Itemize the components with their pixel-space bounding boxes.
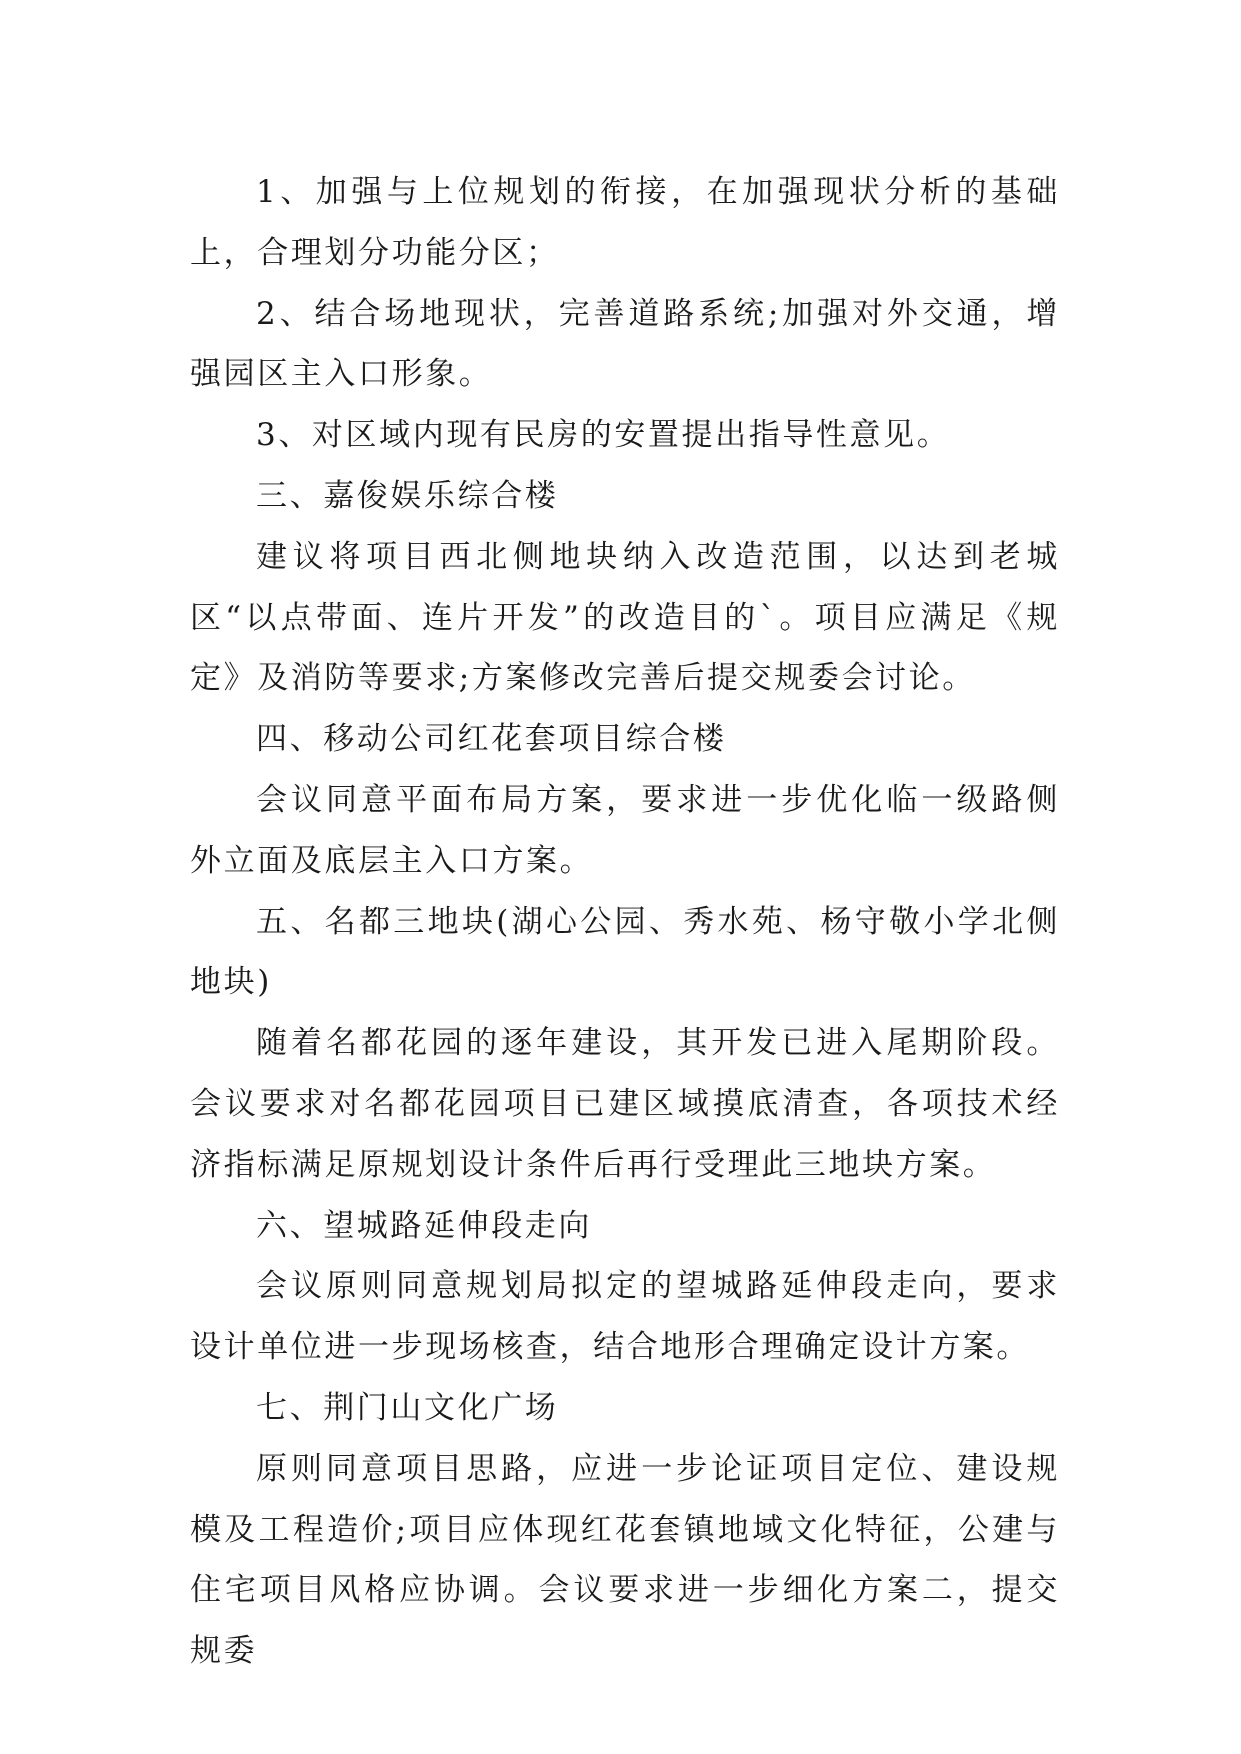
- paragraph-item-3: 3、对区域内现有民房的安置提出指导性意见。: [256, 417, 951, 454]
- section-5-body: 随着名都花园的逐年建设，其开发已进入尾期阶段。会议要求对名都花园项目已建区域摸底清查，各项技术经济指标满足原规划设计条件后再行受理此三地块方案。: [190, 1025, 1060, 1183]
- section-4-body: 会议同意平面布局方案，要求进一步优化临一级路侧外立面及底层主入口方案。: [190, 781, 1060, 879]
- paragraph-item-1: 1、加强与上位规划的衔接，在加强现状分析的基础上，合理划分功能分区；: [190, 174, 1060, 271]
- section-3-body: 建议将项目西北侧地块纳入改造范围，以达到老城区“以点带面、连片开发”的改造目的`。项目应满足《规定》及消防等要求;方案修改完善后提交规委会讨论。: [190, 538, 1060, 697]
- section-heading-6: 六、望城路延伸段走向: [256, 1207, 592, 1244]
- paragraph-item-2: 2、结合场地现状，完善道路系统;加强对外交通，增强园区主入口形象。: [190, 295, 1060, 393]
- section-heading-7: 七、荆门山文化广场: [256, 1389, 559, 1426]
- document-body: [190, 162, 1060, 1682]
- section-7-body: 原则同意项目思路，应进一步论证项目定位、建设规模及工程造价;项目应体现红花套镇地域文化特征，公建与住宅项目风格应协调。会议要求进一步细化方案二，提交规委: [190, 1450, 1060, 1670]
- section-heading-4: 四、移动公司红花套项目综合楼: [256, 721, 727, 758]
- section-heading-5: 五、名都三地块(湖心公园、秀水苑、杨守敬小学北侧地块): [190, 903, 1060, 1001]
- section-6-body: 会议原则同意规划局拟定的望城路延伸段走向，要求设计单位进一步现场核查，结合地形合理确定设计方案。: [190, 1268, 1060, 1366]
- section-heading-3: 三、嘉俊娱乐综合楼: [256, 477, 559, 514]
